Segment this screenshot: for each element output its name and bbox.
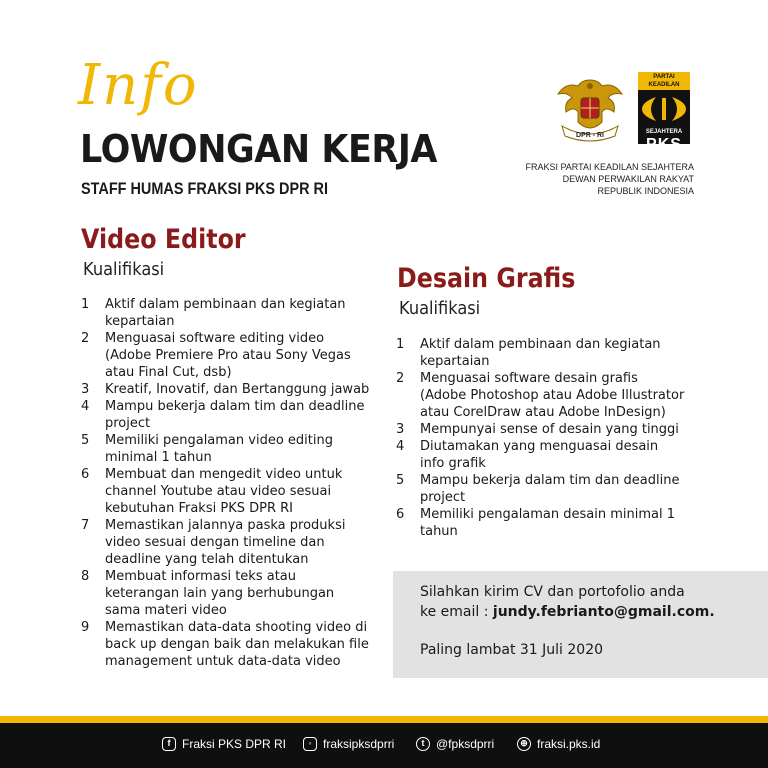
pks-logo-top-text: PARTAI KEADILAN: [638, 72, 690, 90]
list-number: 7: [81, 518, 90, 533]
list-number: 5: [81, 433, 90, 448]
pks-logo-middle-text: SEJAHTERA: [645, 129, 683, 135]
desain-grafis-title: Desain Grafis: [397, 263, 576, 294]
list-number: 3: [81, 382, 90, 397]
footer-website-link[interactable]: [517, 737, 600, 751]
list-number: 5: [396, 473, 405, 488]
list-text: Diutamakan yang menguasai desain info grafik: [420, 439, 659, 471]
list-number: 9: [81, 620, 90, 635]
video-editor-list: [81, 296, 371, 670]
instagram-icon: ◦: [303, 737, 317, 751]
info-script-heading: Info: [78, 53, 199, 118]
list-item: [396, 370, 686, 421]
footer-instagram-link[interactable]: [303, 737, 394, 751]
list-item: [396, 421, 686, 438]
list-item: [81, 381, 371, 398]
cta-email-line: [420, 604, 715, 620]
list-item: [81, 568, 371, 619]
pks-crescent-icon: [638, 94, 690, 124]
list-text: Aktif dalam pembinaan dan kegiatan kepartaian: [420, 337, 661, 369]
list-number: 8: [81, 569, 90, 584]
video-editor-title: Video Editor: [81, 224, 246, 255]
cta-instruction: Silahkan kirim CV dan portofolio anda: [420, 584, 685, 600]
list-item: [81, 296, 371, 330]
cta-email-address[interactable]: jundy.febrianto@gmail.com.: [492, 604, 715, 620]
footer: [0, 723, 768, 768]
list-number: 1: [81, 297, 90, 312]
list-number: 4: [396, 439, 405, 454]
pks-logo-name: PKS: [646, 136, 682, 153]
video-editor-subtitle: Kualifikasi: [83, 259, 165, 280]
list-item: [396, 336, 686, 370]
list-item: [81, 398, 371, 432]
list-text: Memastikan jalannya paska produksi video sesuai dengan timeline dan deadline yang telah ditentukan: [105, 518, 346, 567]
logo-group: [552, 72, 694, 153]
desain-grafis-list: [396, 336, 686, 540]
garuda-emblem-icon: [552, 72, 628, 144]
list-text: Mampu bekerja dalam tim dan deadline project: [105, 399, 365, 431]
list-number: 2: [81, 331, 90, 346]
organization-lines: [525, 161, 694, 197]
footer-website-label: fraksi.pks.id: [537, 737, 601, 751]
list-item: [81, 619, 371, 670]
footer-twitter-link[interactable]: [416, 737, 494, 751]
list-text: Membuat dan mengedit video untuk channel Youtube atau video sesuai kebutuhan Fraksi PKS DPR RI: [105, 467, 343, 516]
twitter-icon: t: [416, 737, 430, 751]
footer-accent-bar: [0, 716, 768, 723]
sub-title: STAFF HUMAS FRAKSI PKS DPR RI: [81, 179, 328, 198]
main-title: LOWONGAN KERJA: [80, 127, 437, 171]
list-item: [81, 466, 371, 517]
list-text: Menguasai software desain grafis (Adobe Photoshop atau Adobe Illustrator atau CorelDraw atau Adobe InDesign): [420, 371, 685, 420]
list-number: 4: [81, 399, 90, 414]
list-text: Mempunyai sense of desain yang tinggi: [420, 422, 679, 437]
facebook-icon: f: [162, 737, 176, 751]
list-item: [396, 472, 686, 506]
globe-icon: ⊕: [517, 737, 531, 751]
desain-grafis-subtitle: Kualifikasi: [399, 298, 481, 319]
list-number: 6: [396, 507, 405, 522]
org-line: REPUBLIK INDONESIA: [597, 186, 694, 196]
list-number: 3: [396, 422, 405, 437]
list-text: Menguasai software editing video (Adobe Premiere Pro atau Sony Vegas atau Final Cut, dsb): [105, 331, 351, 380]
list-text: Aktif dalam pembinaan dan kegiatan kepartaian: [105, 297, 346, 329]
list-number: 6: [81, 467, 90, 482]
list-item: [396, 438, 686, 472]
list-text: Memiliki pengalaman video editing minimal 1 tahun: [105, 433, 333, 465]
footer-twitter-label: @fpksdprri: [436, 737, 495, 751]
footer-instagram-label: fraksipksdprri: [323, 737, 395, 751]
org-line: FRAKSI PARTAI KEADILAN SEJAHTERA: [525, 162, 694, 172]
list-text: Membuat informasi teks atau keterangan lain yang berhubungan sama materi video: [105, 569, 335, 618]
list-item: [396, 506, 686, 540]
list-text: Memiliki pengalaman desain minimal 1 tahun: [420, 507, 676, 539]
list-text: Kreatif, Inovatif, dan Bertanggung jawab: [105, 382, 370, 397]
list-item: [81, 330, 371, 381]
application-info-box: [393, 571, 768, 678]
garuda-caption: DPR - RI: [576, 132, 604, 139]
cta-deadline: Paling lambat 31 Juli 2020: [420, 642, 604, 658]
list-text: Mampu bekerja dalam tim dan deadline project: [420, 473, 680, 505]
list-text: Memastikan data-data shooting video di back up dengan baik dan melakukan file management untuk data-data video: [105, 620, 369, 669]
cta-email-prefix: ke email :: [420, 604, 493, 620]
footer-facebook-label: Fraksi PKS DPR RI: [182, 737, 287, 751]
footer-facebook-link[interactable]: [162, 737, 286, 751]
list-item: [81, 517, 371, 568]
org-line: DEWAN PERWAKILAN RAKYAT: [562, 174, 694, 184]
pks-logo: [638, 72, 690, 153]
list-number: 2: [396, 371, 405, 386]
list-number: 1: [396, 337, 405, 352]
list-item: [81, 432, 371, 466]
